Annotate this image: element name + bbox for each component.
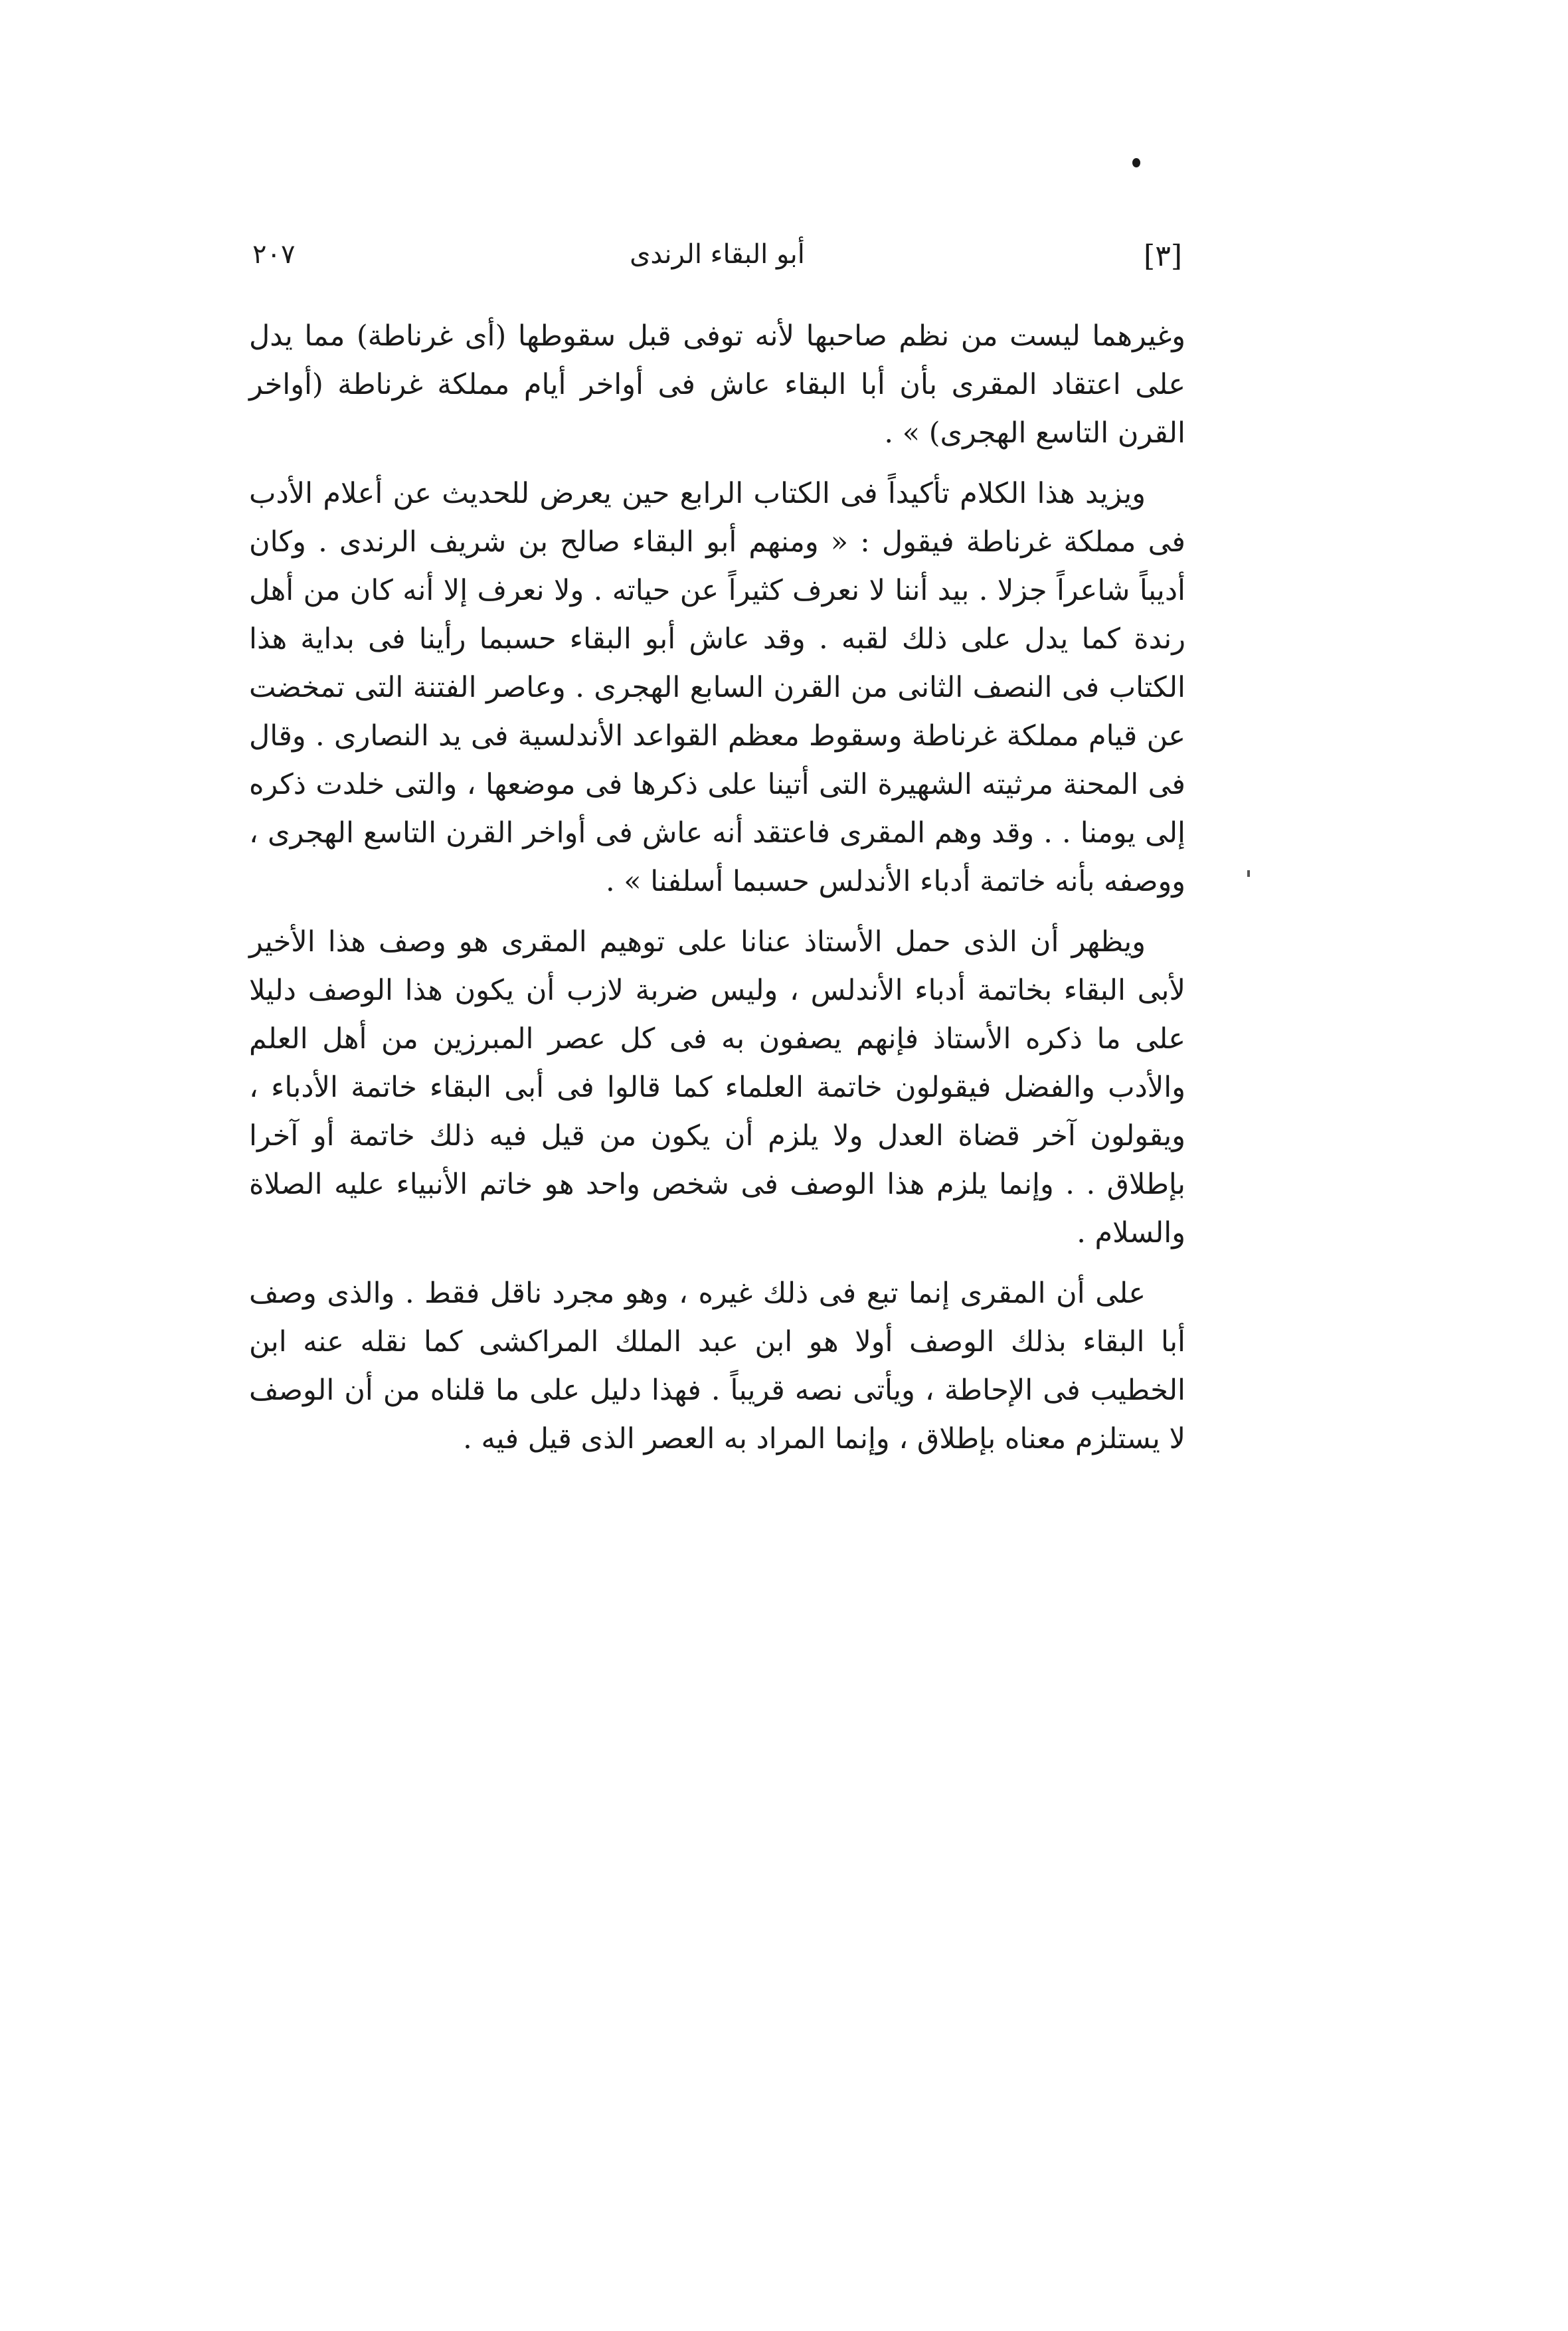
section-marker: [٣] <box>1144 239 1182 273</box>
paragraph-1: وغيرهما ليست من نظم صاحبها لأنه توفى قبل سقوطها (أى غرناطة) مما يدل على اعتقاد المقرى بأن أبا البقاء عاش فى أواخر أيام مملكة غرناطة (أواخر القرن التاسع الهجرى) » . <box>249 320 1185 450</box>
page-number: ٢٠٧ <box>252 239 296 270</box>
paragraph-4: على أن المقرى إنما تبع فى ذلك غيره ، وهو مجرد ناقل فقط . والذى وصف أبا البقاء بذلك الوصف أولا هو ابن عبد الملك المراكشى كما نقله عنه ابن الخطيب فى الإحاطة ، ويأتى نصه قريباً . فهذا دليل على ما قلناه من أن الوصف لا يستلزم معناه بإطلاق ، وإنما المراد به العصر الذى قيل فيه . <box>249 1277 1185 1455</box>
paragraph-2: ويزيد هذا الكلام تأكيداً فى الكتاب الرابع حين يعرض للحديث عن أعلام الأدب فى مملكة غرناطة فيقول : « ومنهم أبو البقاء صالح بن شريف الرندى . وكان أديباً شاعراً جزلا . بيد أننا لا نعرف كثيراً عن حياته . ولا نعرف إلا أنه كان من أهل رندة كما يدل على ذلك لقبه . وقد عاش أبو البقاء حسبما رأينا فى بداية هذا الكتاب فى النصف الثانى من القرن السابع الهجرى . وعاصر الفتنة التى تمخضت عن قيام مملكة غرناطة وسقوط معظم القواعد الأندلسية فى يد النصارى . وقال فى المحنة مرثيته الشهيرة التى أتينا على ذكرها فى موضعها ، والتى خلدت ذكره إلى يومنا . . وقد وهم المقرى فاعتقد أنه عاش فى أواخر القرن التاسع الهجرى ، ووصفه بأنه خاتمة أدباء الأندلس حسبما أسلفنا » . <box>249 477 1185 898</box>
ink-mark <box>1247 870 1250 877</box>
paragraph-3: ويظهر أن الذى حمل الأستاذ عنانا على توهيم المقرى هو وصف هذا الأخير لأبى البقاء بخاتمة أدباء الأندلس ، وليس ضربة لازب أن يكون هذا الوصف دليلا على ما ذكره الأستاذ فإنهم يصفون به فى كل عصر المبرزين من أهل العلم والأدب والفضل فيقولون خاتمة العلماء كما قالوا فى أبى البقاء خاتمة الأدباء ، ويقولون آخر قضاة العدل ولا يلزم أن يكون من قيل فيه ذلك خاتمة أو آخرا بإطلاق . . وإنما يلزم هذا الوصف فى شخص واحد هو خاتم الأنبياء عليه الصلاة والسلام . <box>249 925 1185 1250</box>
running-title: أبو البقاء الرندى <box>630 239 805 270</box>
running-header <box>252 239 1182 286</box>
ink-speck <box>1132 158 1140 167</box>
body-text <box>249 312 1185 1463</box>
